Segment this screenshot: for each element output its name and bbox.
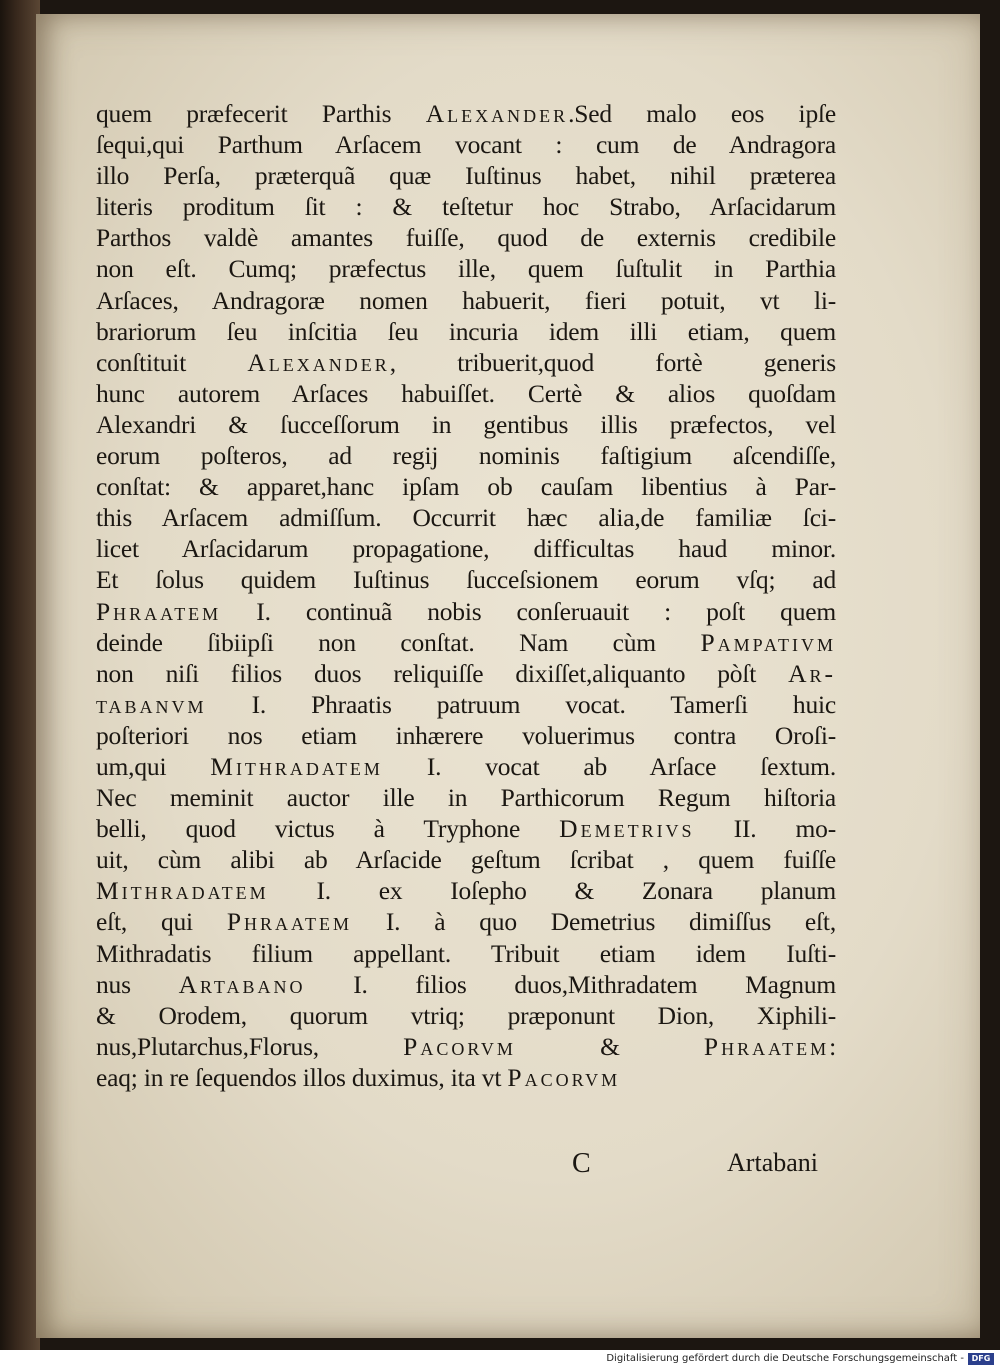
text-segment: Nec meminit auctor ille in Parthicorum Regum hiſtoria — [96, 783, 836, 813]
text-segment: conſtat: & apparet,hanc ipſam ob cauſam libentius à Par- — [96, 472, 836, 502]
text-segment: & — [515, 1031, 704, 1061]
text-line — [96, 98, 836, 129]
small-caps-name: Alexander — [425, 99, 569, 128]
text-segment: conſtituit — [96, 347, 248, 377]
text-segment: licet Arſacidarum propagatione, difficultas haud minor. — [96, 534, 836, 564]
text-line — [96, 1062, 836, 1093]
text-segment: this Arſacem admiſſum. Occurrit hæc alia,de familiæ ſci- — [96, 503, 836, 533]
signature-mark: C — [572, 1148, 591, 1179]
text-segment: eorum poſteros, ad regij nominis faſtigium aſcendiſſe, — [96, 441, 836, 471]
small-caps-name: Pacorvm — [507, 1062, 621, 1092]
text-segment: quem præfecerit Parthis — [96, 99, 426, 128]
text-line — [96, 1000, 836, 1031]
small-caps-name: Demetrivs — [559, 814, 695, 844]
small-caps-name: Phraatem — [703, 1031, 830, 1061]
text-line — [96, 316, 836, 347]
text-line — [96, 627, 836, 658]
text-segment: I. ex Ioſepho & Zonara planum — [268, 876, 836, 906]
text-segment: & Orodem, quorum vtriq; præponunt Dion, Xiphili- — [96, 1000, 836, 1030]
text-line — [96, 658, 836, 689]
small-caps-name: Phraatem — [226, 907, 352, 937]
text-segment: eſt, qui — [96, 907, 227, 937]
text-line — [96, 751, 836, 782]
text-line — [96, 596, 836, 627]
dfg-logo-icon: DFG — [968, 1353, 994, 1365]
text-line — [96, 502, 836, 533]
text-segment: Arſaces, Andragoræ nomen habuerit, fieri potuit, vt li- — [96, 285, 836, 315]
text-segment: I. vocat ab Arſace ſextum. — [382, 751, 836, 781]
text-line — [96, 160, 836, 191]
text-segment: uit, cùm alibi ab Arſacide geſtum ſcribat , quem fuiſſe — [96, 845, 836, 875]
text-segment: belli, quod victus à Tryphone — [96, 814, 560, 844]
credit-bar — [0, 1350, 1000, 1369]
small-caps-name: Mithradatem — [96, 876, 269, 906]
text-segment: Et ſolus quidem Iuſtinus ſucceſsionem eorum vſq; ad — [96, 565, 836, 595]
text-line — [96, 969, 836, 1000]
text-segment: .Sed malo eos ipſe — [568, 99, 836, 128]
text-line — [96, 533, 836, 564]
text-segment: : — [829, 1031, 836, 1061]
text-line — [96, 409, 836, 440]
page-footer-line — [96, 1148, 836, 1180]
text-segment: brariorum ſeu inſcitia ſeu incuria idem illi etiam, quem — [96, 316, 836, 346]
text-line — [96, 253, 836, 284]
text-line — [96, 285, 836, 316]
text-segment: illo Perſa, præterquã quæ Iuſtinus habet, nihil præterea — [96, 161, 836, 191]
text-segment: non eſt. Cumq; præfectus ille, quem ſuſtulit in Parthia — [96, 254, 836, 284]
text-segment: nus — [96, 969, 179, 999]
text-line — [96, 689, 836, 720]
page-text — [96, 98, 836, 1093]
text-line — [96, 471, 836, 502]
text-segment: , tribuerit,quod fortè generis — [389, 347, 836, 377]
text-segment: nus,Plutarchus,Florus, — [96, 1031, 404, 1061]
text-segment: eaq; in re ſequendos illos duximus, ita vt — [96, 1062, 508, 1092]
text-segment: um,qui — [96, 751, 211, 781]
text-line — [96, 875, 836, 906]
text-segment: I. à quo Demetrius dimiſſus eſt, — [352, 907, 836, 937]
text-segment: I. continuã nobis conſeruauit : poſt quem — [221, 596, 836, 626]
text-line — [96, 347, 836, 378]
small-caps-name: Mithradatem — [210, 751, 383, 781]
text-segment: I. Phraatis patruum vocat. Tamerſi huic — [206, 689, 836, 719]
text-segment: deinde ſibiipſi non conſtat. Nam cùm — [96, 627, 701, 657]
small-caps-name: tabanvm — [96, 689, 207, 719]
text-line — [96, 222, 836, 253]
text-line — [96, 844, 836, 875]
text-line — [96, 191, 836, 222]
text-segment: Mithradatis filium appellant. Tribuit etiam idem Iuſti- — [96, 938, 836, 968]
text-line — [96, 378, 836, 409]
small-caps-name: Alexander — [247, 347, 390, 377]
small-caps-name: Phraatem — [96, 596, 222, 626]
text-line — [96, 813, 836, 844]
text-line — [96, 1031, 836, 1062]
text-segment: Alexandri & ſucceſſorum in gentibus illis præfectos, vel — [96, 409, 836, 439]
small-caps-name: Ar- — [788, 658, 836, 688]
text-segment: ſequi,qui Parthum Arſacem vocant : cum de Andragora — [96, 130, 836, 160]
catchword: Artabani — [727, 1148, 818, 1177]
text-segment: Parthos valdè amantes fuiſſe, quod de externis credibile — [96, 223, 836, 253]
text-line — [96, 564, 836, 595]
text-segment: II. mo- — [694, 814, 836, 844]
text-line — [96, 782, 836, 813]
text-line — [96, 129, 836, 160]
text-line — [96, 938, 836, 969]
text-segment: non niſi filios duos reliquiſſe dixiſſet,aliquanto pòſt — [96, 658, 789, 688]
small-caps-name: Pacorvm — [403, 1031, 516, 1061]
text-segment: poſteriori nos etiam inhærere voluerimus contra Oroſi- — [96, 720, 836, 750]
text-line — [96, 906, 836, 937]
book-page — [36, 14, 980, 1338]
binding-edge — [0, 0, 40, 1350]
funding-credit: Digitalisierung gefördert durch die Deutsche Forschungsgemeinschaft - — [606, 1353, 964, 1364]
text-line — [96, 720, 836, 751]
text-line — [96, 440, 836, 471]
text-segment: hunc autorem Arſaces habuiſſet. Certè & alios quoſdam — [96, 378, 836, 408]
small-caps-name: Artabano — [178, 969, 306, 999]
text-segment: literis proditum ſit : & teſtetur hoc Strabo, Arſacidarum — [96, 192, 836, 222]
text-segment: I. filios duos,Mithradatem Magnum — [305, 969, 837, 999]
small-caps-name: Pampativm — [700, 627, 836, 657]
